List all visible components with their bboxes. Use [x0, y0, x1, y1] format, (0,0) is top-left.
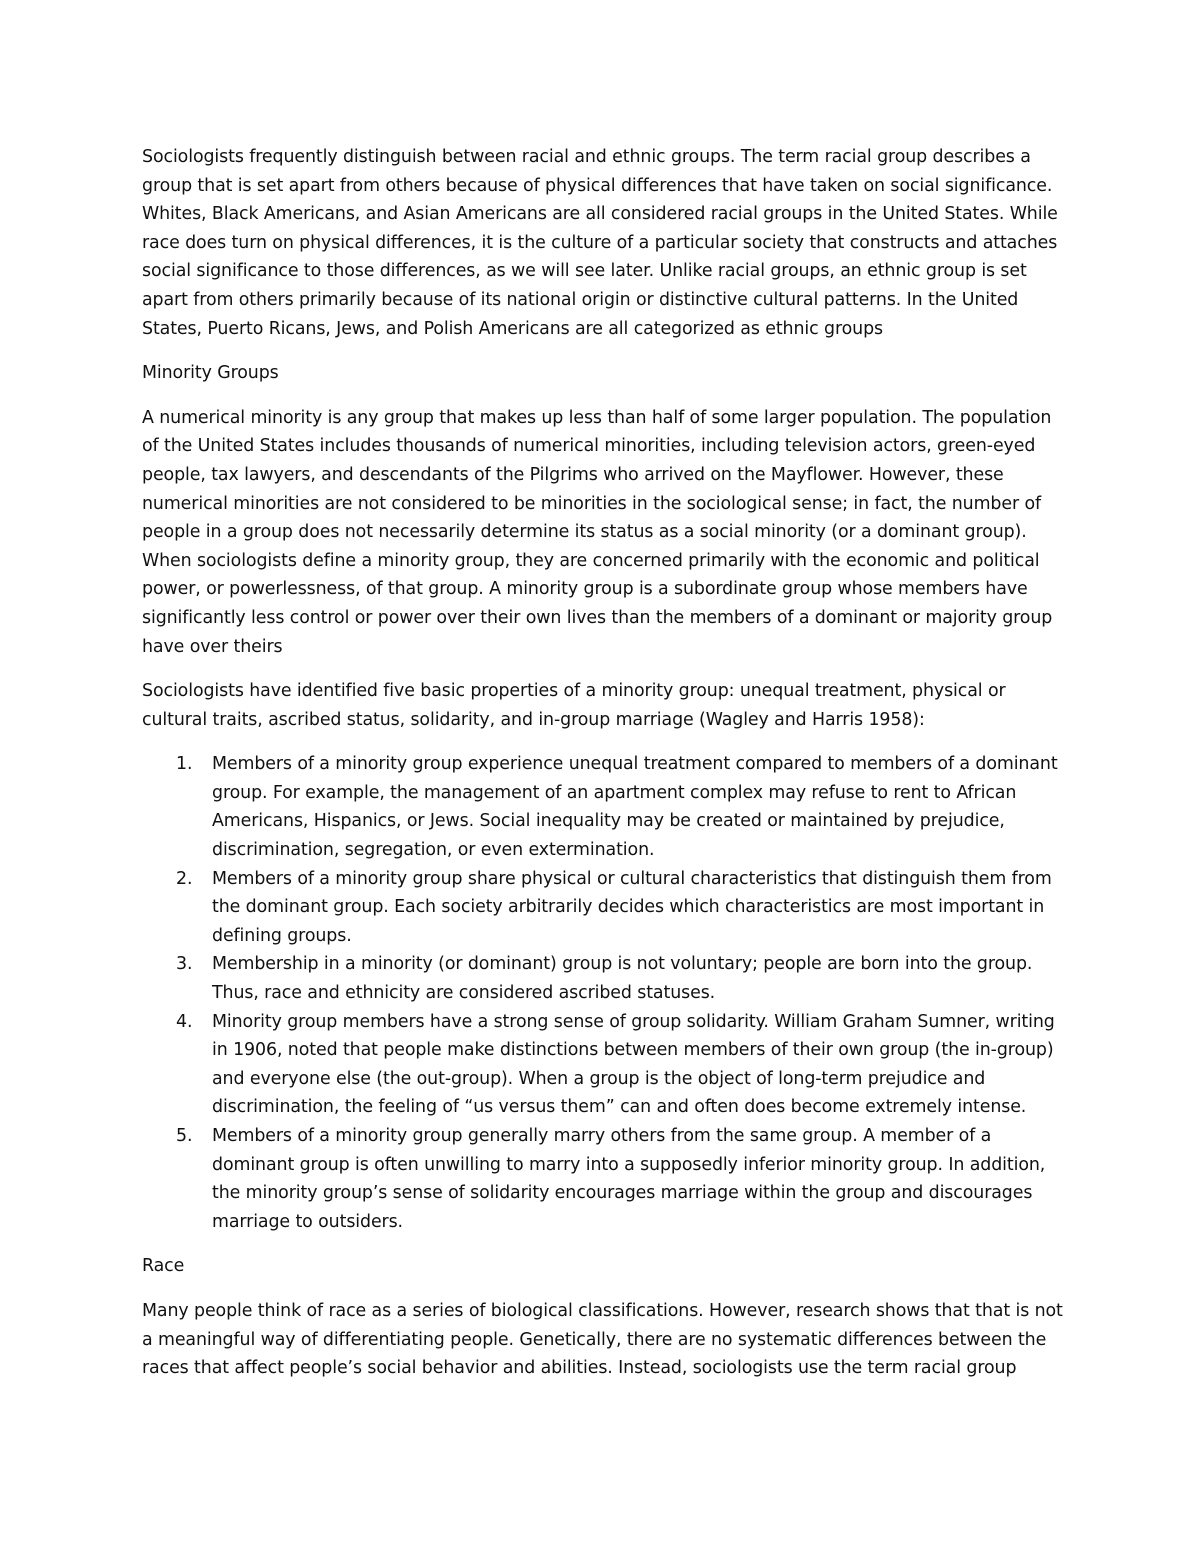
- heading-race: Race: [142, 1256, 185, 1277]
- list-item: [142, 750, 1067, 864]
- list-number: 1.: [176, 754, 193, 775]
- heading-minority-groups: Minority Groups: [142, 363, 279, 384]
- list-number: 5.: [176, 1126, 193, 1146]
- properties-intro-paragraph: Sociologists have identified five basic properties of a minority group: unequal treatment, physical or cultural traits, ascribed status, solidarity, and in-group marriage (Wagley and Harris 1958):: [142, 681, 1006, 730]
- list-item-text: Members of a minority group experience unequal treatment compared to members of a dominant group. For example, the management of an apartment complex may refuse to rent to African Americans, Hispanics, or Jews. Social inequality may be created or maintained by prejudice, discrimination, segregation, or even extermination.: [212, 754, 1058, 861]
- list-item: [142, 950, 1067, 1007]
- document-page: [142, 143, 1067, 1399]
- list-item-text: Members of a minority group generally marry others from the same group. A member of a dominant group is often unwilling to marry into a supposedly inferior minority group. In addition, the minority group’s sense of solidarity encourages marriage within the group and discourages marriage to outsiders.: [212, 1126, 1046, 1232]
- race-paragraph: Many people think of race as a series of biological classifications. However, research shows that that is not a meaningful way of differentiating people. Genetically, there are no systematic differences between the races that affect people’s social behavior and abilities. Instead, sociologists use the term racial group: [142, 1300, 1063, 1379]
- intro-paragraph: Sociologists frequently distinguish between racial and ethnic groups. The term racial group describes a group that is set apart from others because of physical differences that have taken on social significance. Whites, Black Americans, and Asian Americans are all considered racial groups in the United States. While race does turn on physical differences, it is the culture of a particular society that constructs and attaches social significance to those differences, as we will see later. Unlike racial groups, an ethnic group is set apart from others primarily because of its national origin or distinctive cultural patterns. In the United States, Puerto Ricans, Jews, and Polish Americans are all categorized as ethnic groups: [142, 147, 1058, 339]
- list-number: 2.: [176, 868, 193, 889]
- list-item-text: Membership in a minority (or dominant) group is not voluntary; people are born into the group. Thus, race and ethnicity are considered ascribed statuses.: [212, 954, 1033, 1004]
- list-item-text: Members of a minority group share physical or cultural characteristics that distinguish them from the dominant group. Each society arbitrarily decides which characteristics are most important in defining groups.: [212, 868, 1052, 946]
- properties-list: [142, 750, 1067, 1236]
- list-number: 4.: [176, 1011, 193, 1032]
- minority-paragraph: A numerical minority is any group that makes up less than half of some larger population. The population of the United States includes thousands of numerical minorities, including television actors, green-eyed people, tax lawyers, and descendants of the Pilgrims who arrived on the Mayflower. However, these numerical minorities are not considered to be minorities in the sociological sense; in fact, the number of people in a group does not necessarily determine its status as a social minority (or a dominant group). When sociologists define a minority group, they are concerned primarily with the economic and political power, or powerlessness, of that group. A minority group is a subordinate group whose members have significantly less control or power over their own lives than the members of a dominant or majority group have over theirs: [142, 407, 1053, 657]
- list-item: [142, 865, 1067, 951]
- list-item: [142, 1008, 1067, 1122]
- list-item: [142, 1122, 1067, 1236]
- list-item-text: Minority group members have a strong sense of group solidarity. William Graham Sumner, writing in 1906, noted that people make distinctions between members of their own group (the in-group) and everyone else (the out-group). When a group is the object of long-term prejudice and discrimination, the feeling of “us versus them” can and often does become extremely intense.: [212, 1011, 1055, 1118]
- list-number: 3.: [176, 954, 193, 975]
